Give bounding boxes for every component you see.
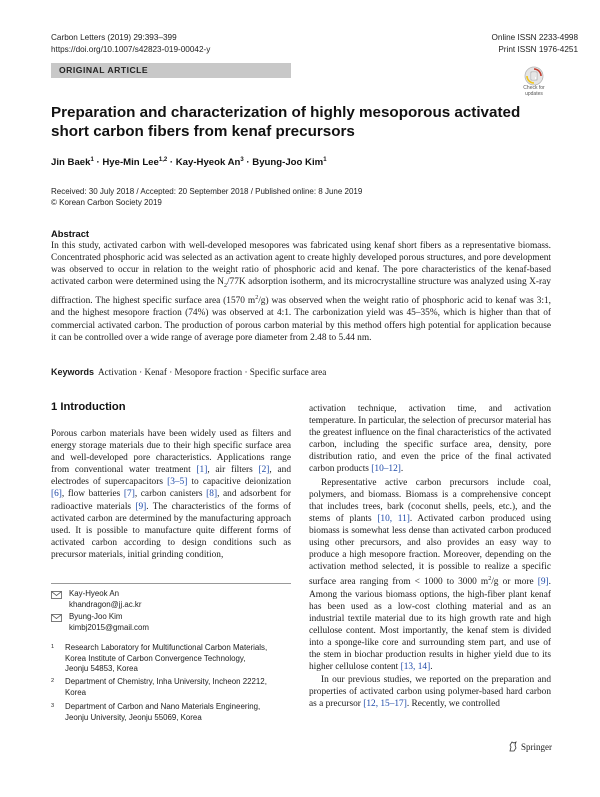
author-affil-sup: 1 (323, 157, 327, 163)
affiliation-2: 2 Department of Chemistry, Inha University, Incheon 22212, Korea (51, 677, 267, 697)
author-separator: · (93, 157, 103, 169)
journal-header-left (51, 32, 210, 55)
affiliation-number: 2 (51, 678, 55, 684)
affiliation-number: 1 (51, 644, 55, 650)
keywords-heading: Keywords (51, 367, 95, 377)
author-affil-sup: 3 (240, 157, 244, 163)
paragraph: Porous carbon materials have been widely used as filters and energy storage materials due to their high specific surface area and well-developed pore characteristics. Applications range from conventional water treatment [1], air filters [2], and electrodes of supercapacitors [3–5] to capacitive deionization [6], flow batteries [7], carbon canisters [8], and adsorbent for radioactive materials [9]. The characteristics of the forms of activated carbon are determined by the manufacturing approach used. It is possible to manufacture quite different forms of activated carbon according to design conditions such as precursor materials, initial grinding condition, (51, 429, 291, 560)
footnote-divider (51, 583, 291, 584)
section-heading-introduction: 1 Introduction (51, 401, 126, 413)
abstract-heading: Abstract (51, 228, 90, 239)
author-affil-sup: 1 (90, 157, 94, 163)
paragraph: In our previous studies, we reported on the preparation and properties of activated carbon using polymer-based hard carbon as a precursor [12, 15–17]. Recently, we controlled (309, 675, 551, 710)
author-name[interactable]: Jin Baek (51, 157, 91, 169)
corresponding-author (51, 612, 149, 633)
left-column-text (51, 428, 291, 561)
right-column-text (309, 403, 551, 710)
contact-email[interactable]: khandragon@jj.ac.kr (69, 599, 142, 609)
citation-link[interactable]: [8] (206, 489, 218, 500)
citation-link[interactable]: [3–5] (167, 477, 188, 488)
keywords-line (51, 367, 326, 377)
contact-name: Kay-Hyeok An (69, 589, 119, 598)
author-name[interactable]: Byung‑Joo Kim (252, 157, 324, 169)
affiliation-number: 3 (51, 703, 55, 709)
issn-print: Print ISSN 1976-4251 (498, 44, 578, 54)
copyright-line: © Korean Carbon Society 2019 (51, 198, 162, 207)
abstract-body: In this study, activated carbon with well-developed mesopores was fabricated using kenaf short fibers as a representative biomass. Concentrated phosphoric acid was selected as an activation agent to create highly developed porous structures, and pore development was observed to occur in relation to the weight ratio of phosphoric acid and kenaf. The pore characteristics of the kenaf-based activated carbon were determined using the $N_2/77K$ adsorption isotherm, and its microcrystalline structure was analyzed using X-ray diffraction. The highest specific surface area (1570 $m^2/g$) was observed when the weight ratio of phosphoric acid to kenaf was 3:1, and the highest mesopore fraction (74%) was observed at 4:1. The carbonization yield was 45–35%, which is higher than that of commercial activated carbon. The production of porous carbon material by this method offers high potential for application because it can be controlled over a wide range of average pore diameter from 2.48 to 5.44 nm. (51, 241, 551, 343)
author-list (51, 157, 327, 168)
author-separator: · (243, 157, 253, 169)
citation-link[interactable]: [12, 15–17] (363, 699, 407, 710)
citation-link[interactable]: [2] (258, 465, 270, 476)
citation-link[interactable]: [6] (51, 489, 62, 500)
citation-link[interactable]: [10–12] (371, 464, 401, 475)
citation-link[interactable]: [9] (537, 577, 549, 588)
citation-link[interactable]: [9] (135, 501, 147, 512)
publisher-name: Springer (521, 741, 552, 752)
article-type-banner: ORIGINAL ARTICLE (51, 63, 291, 78)
doi-link[interactable]: https://doi.org/10.1007/s42823-019-00042-y (51, 44, 211, 54)
springer-horse-icon (508, 741, 518, 752)
corresponding-author (51, 589, 142, 610)
keywords-text: Activation · Kenaf · Mesopore fraction · Specific surface area (98, 367, 327, 377)
envelope-icon (51, 591, 62, 599)
envelope-icon (51, 614, 62, 622)
author-separator: · (167, 157, 176, 169)
citation-link[interactable]: [7] (123, 489, 135, 500)
history-dates: Received: 30 July 2018 / Accepted: 20 September 2018 / Published online: 8 June 2019 (51, 187, 363, 196)
check-for-updates-badge[interactable] (520, 66, 548, 98)
contact-name: Byung-Joo Kim (69, 612, 123, 621)
badge-line-2: updates (525, 90, 543, 97)
article-title: Preparation and characterization of highly mesoporous activated short carbon fibers from kenaf precursors (51, 104, 521, 140)
publisher-logo (508, 741, 552, 752)
author-name[interactable]: Kay‑Hyeok An (175, 157, 241, 169)
paragraph: Representative active carbon precursors include coal, polymers, and biomass. Biomass is a comprehensive concept that includes trees, bark (coconut shells, peels, etc.), and the stems of plants [10, 11]. Activated carbon produced using biomass is somewhat less dense than activated carbon produced using other precursors, and also provides an easy way to produce a high mesopore fraction. Moreover, depending on the activation method selected, it is possible to realize a specific surface area ranging from < 1000 to 3000 $m^2/g$ or more [9]. Among the various biomass options, the high-fiber plant kenaf has been used as a low-cost clothing material and as an industrial textile material due to its high growth rate and high cellulose content. Most importantly, the kenaf stem is divided into a sponge-like core and surrounding stem part, and use of the stem in biochar production results in higher yield due to its higher cellulose content [13, 14]. (309, 477, 551, 673)
check-for-updates-icon (524, 66, 544, 86)
affiliation-3: 3 Department of Carbon and Nano Materials Engineering, Jeonju University, Jeonju 55069, Korea (51, 702, 261, 722)
publication-dates (51, 186, 362, 208)
badge-line-1: Check for (523, 85, 545, 91)
author-name[interactable]: Hye‑Min Lee (102, 157, 159, 169)
journal-header-right (492, 32, 578, 55)
paragraph: activation technique, activation time, and activation temperature. In particular, the selection of precursor material has the greatest influence on the final characteristics of the activated carbon, including the specific surface area, density, pore distribution ratio, and even the price of the final activated carbon products [10–12]. (309, 404, 551, 475)
citation-link[interactable]: [10, 11] (377, 513, 410, 524)
issn-online: Online ISSN 2233-4998 (491, 33, 578, 42)
citation-link[interactable]: [1] (196, 465, 208, 476)
contact-email[interactable]: kimbj2015@gmail.com (69, 622, 149, 632)
citation-link[interactable]: [13, 14] (400, 662, 431, 673)
affiliation-1: 1 Research Laboratory for Multifunctional Carbon Materials, Korea Institute of Carbon Convergence Technology, Jeonju 54853, Korea (51, 643, 268, 673)
journal-citation: Carbon Letters (2019) 29:393–399 (51, 33, 177, 42)
author-affil-sup: 1,2 (158, 157, 168, 163)
